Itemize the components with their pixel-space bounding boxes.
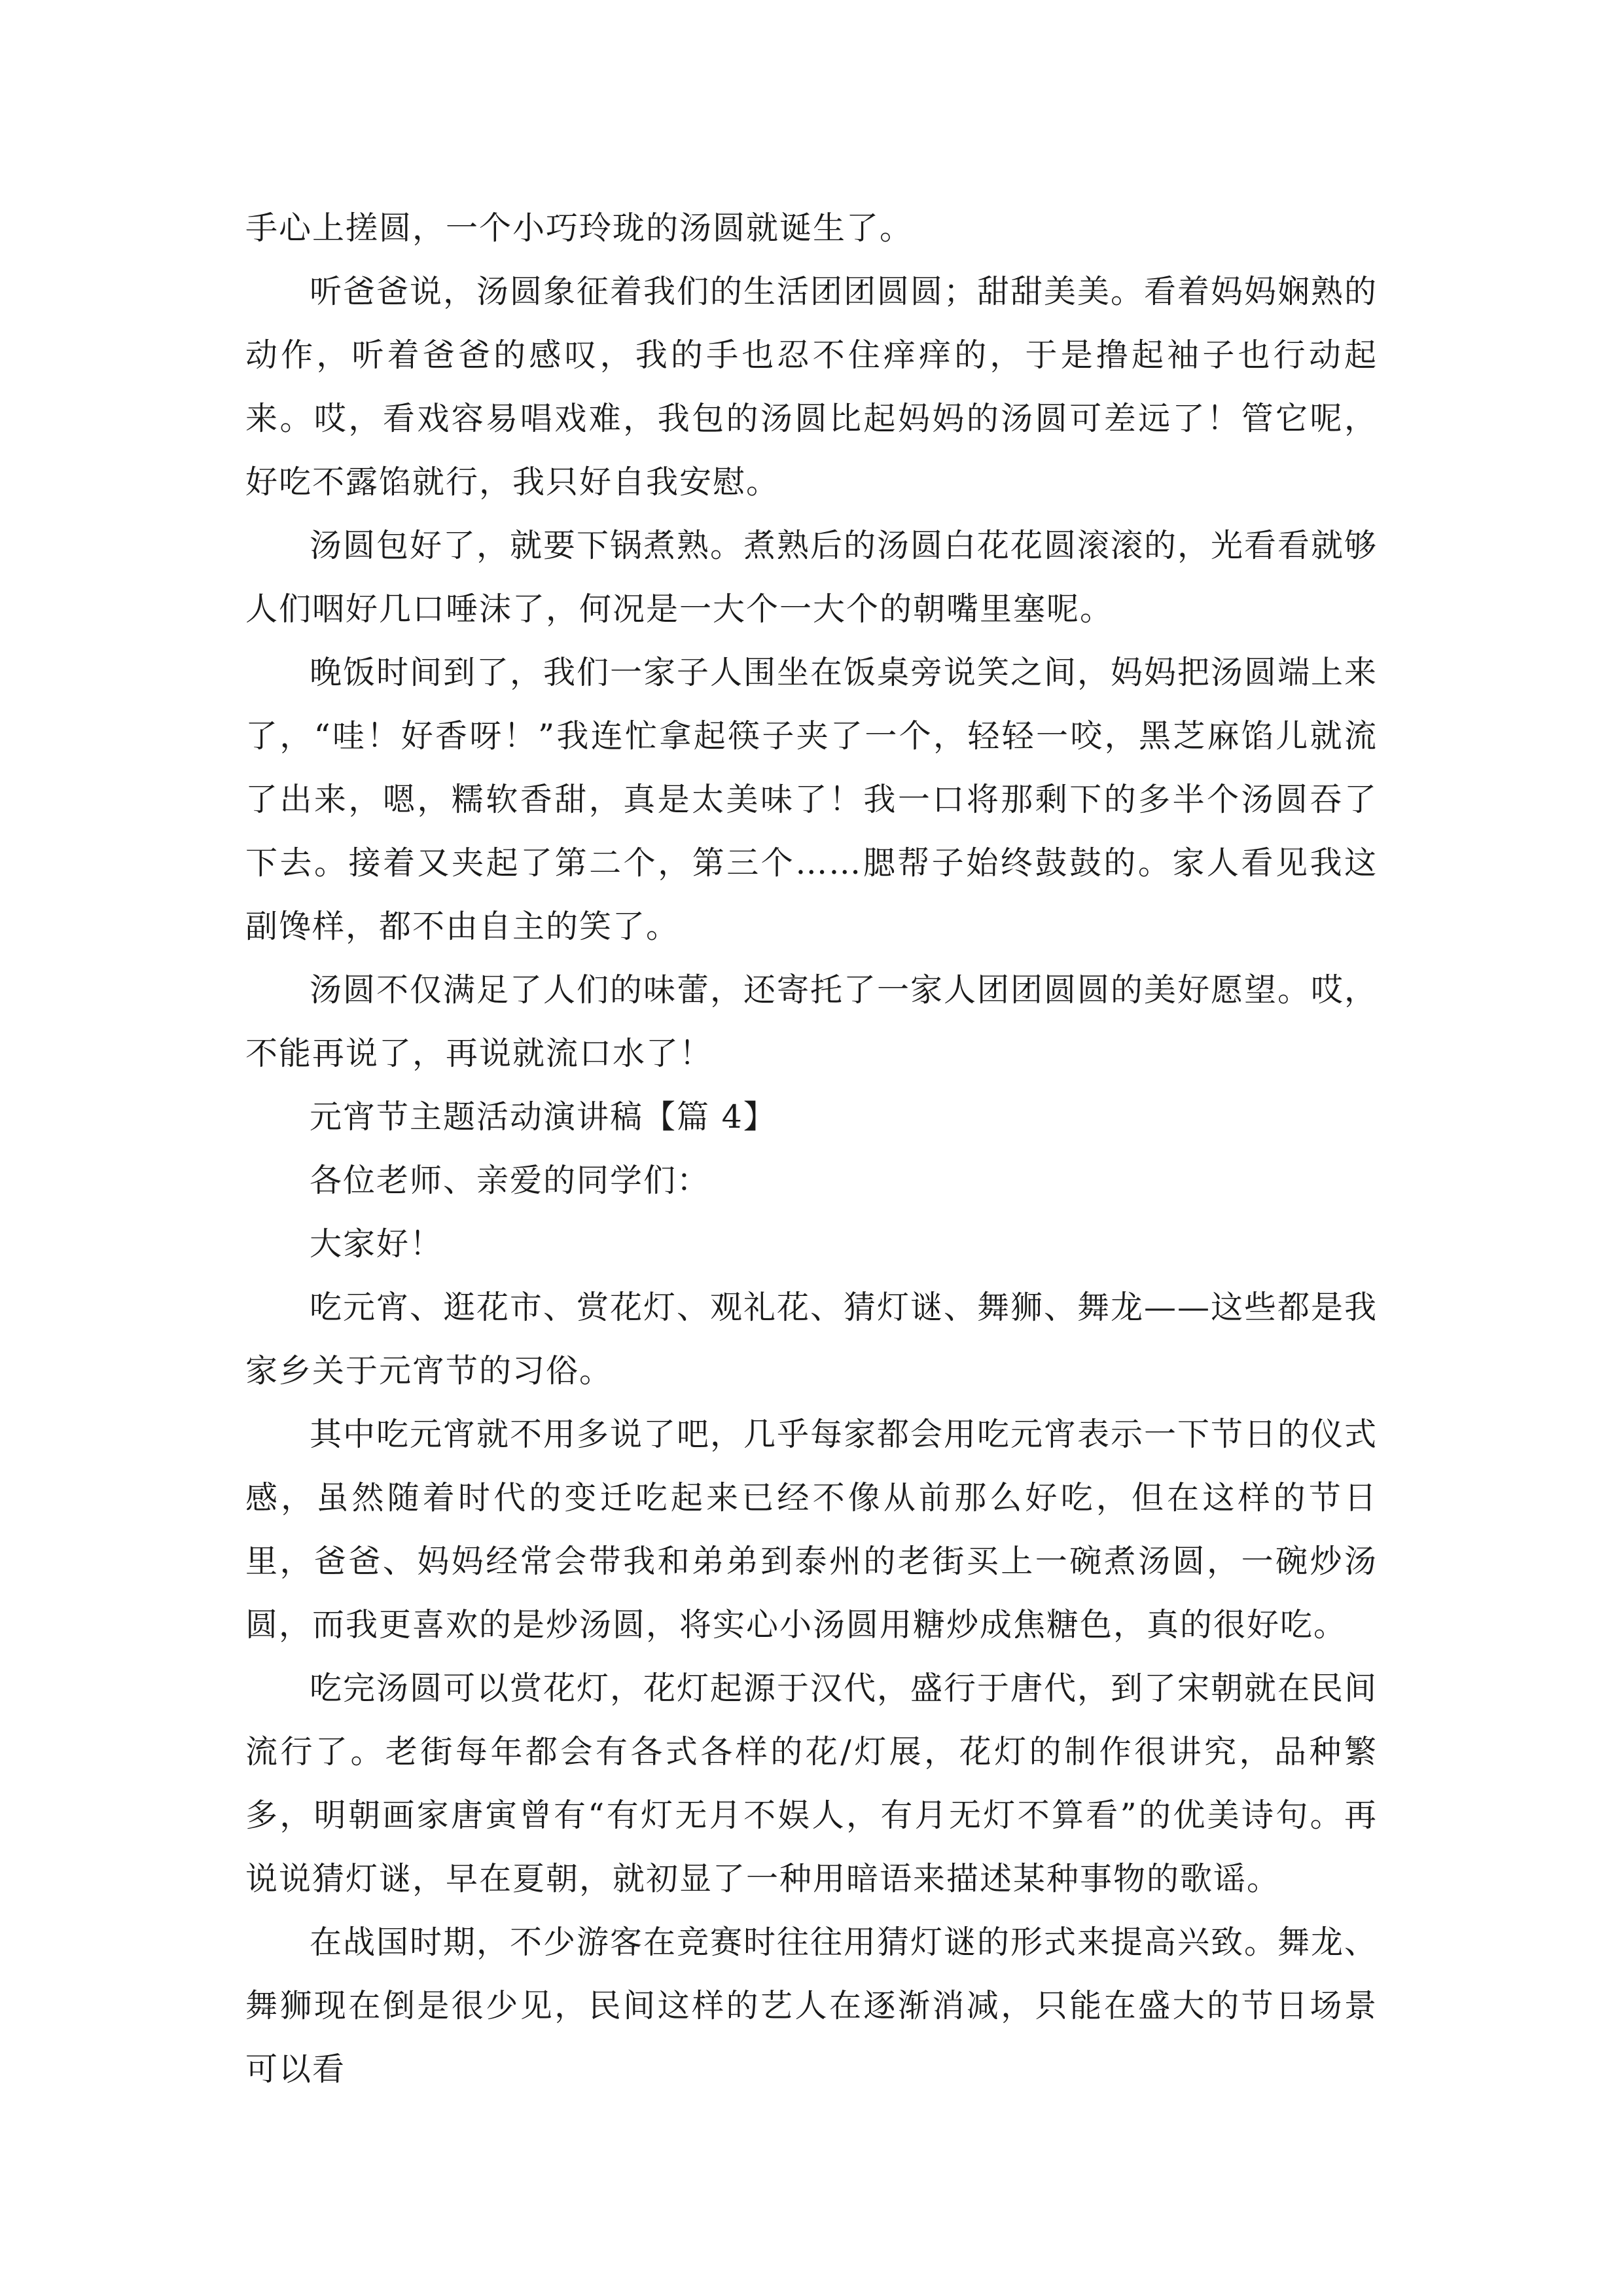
salutation: 各位老师、亲爱的同学们：: [310, 1162, 711, 1199]
document-body: [245, 196, 1378, 2101]
paragraph: 吃元宵、逛花市、赏花灯、观礼花、猜灯谜、舞狮、舞龙——这些都是我家乡关于元宵节的习俗。: [245, 1289, 1378, 1390]
greeting: 大家好！: [310, 1225, 444, 1263]
paragraph: 吃完汤圆可以赏花灯，花灯起源于汉代，盛行于唐代，到了宋朝就在民间流行了。老街每年都会有各式各样的花/灯展，花灯的制作很讲究，品种繁多，明朝画家唐寅曾有“有灯无月不娱人，有月无灯不算看”的优美诗句。再说说猜灯谜，早在夏朝，就初显了一种用暗语来描述某种事物的歌谣。: [245, 1670, 1378, 1897]
paragraph: 汤圆包好了，就要下锅煮熟。煮熟后的汤圆白花花圆滚滚的，光看看就够人们咽好几口唾沫了，何况是一大个一大个的朝嘴里塞呢。: [245, 527, 1378, 628]
paragraph: 汤圆不仅满足了人们的味蕾，还寄托了一家人团团圆圆的美好愿望。哎，不能再说了，再说就流口水了！: [245, 971, 1378, 1072]
paragraph: 在战国时期，不少游客在竞赛时往往用猜灯谜的形式来提高兴致。舞龙、舞狮现在倒是很少见，民间这样的艺人在逐渐消减，只能在盛大的节日场景可以看: [245, 1924, 1378, 2088]
paragraph: 手心上搓圆，一个小巧玲珑的汤圆就诞生了。: [245, 209, 914, 247]
paragraph: 其中吃元宵就不用多说了吧，几乎每家都会用吃元宵表示一下节日的仪式感，虽然随着时代的变迁吃起来已经不像从前那么好吃，但在这样的节日里，爸爸、妈妈经常会带我和弟弟到泰州的老街买上一碗煮汤圆，一碗炒汤圆，而我更喜欢的是炒汤圆，将实心小汤圆用糖炒成焦糖色，真的很好吃。: [245, 1416, 1378, 1643]
section-heading: 元宵节主题活动演讲稿【篇 4】: [310, 1098, 777, 1136]
paragraph: 听爸爸说，汤圆象征着我们的生活团团圆圆；甜甜美美。看着妈妈娴熟的动作，听着爸爸的感叹，我的手也忍不住痒痒的，于是撸起袖子也行动起来。哎，看戏容易唱戏难，我包的汤圆比起妈妈的汤圆可差远了！管它呢，好吃不露馅就行，我只好自我安慰。: [245, 273, 1378, 501]
paragraph: 晚饭时间到了，我们一家子人围坐在饭桌旁说笑之间，妈妈把汤圆端上来了，“哇！好香呀！”我连忙拿起筷子夹了一个，轻轻一咬，黑芝麻馅儿就流了出来，嗯，糯软香甜，真是太美味了！我一口将那剩下的多半个汤圆吞了下去。接着又夹起了第二个，第三个……腮帮子始终鼓鼓的。家人看见我这副馋样，都不由自主的笑了。: [245, 654, 1378, 945]
